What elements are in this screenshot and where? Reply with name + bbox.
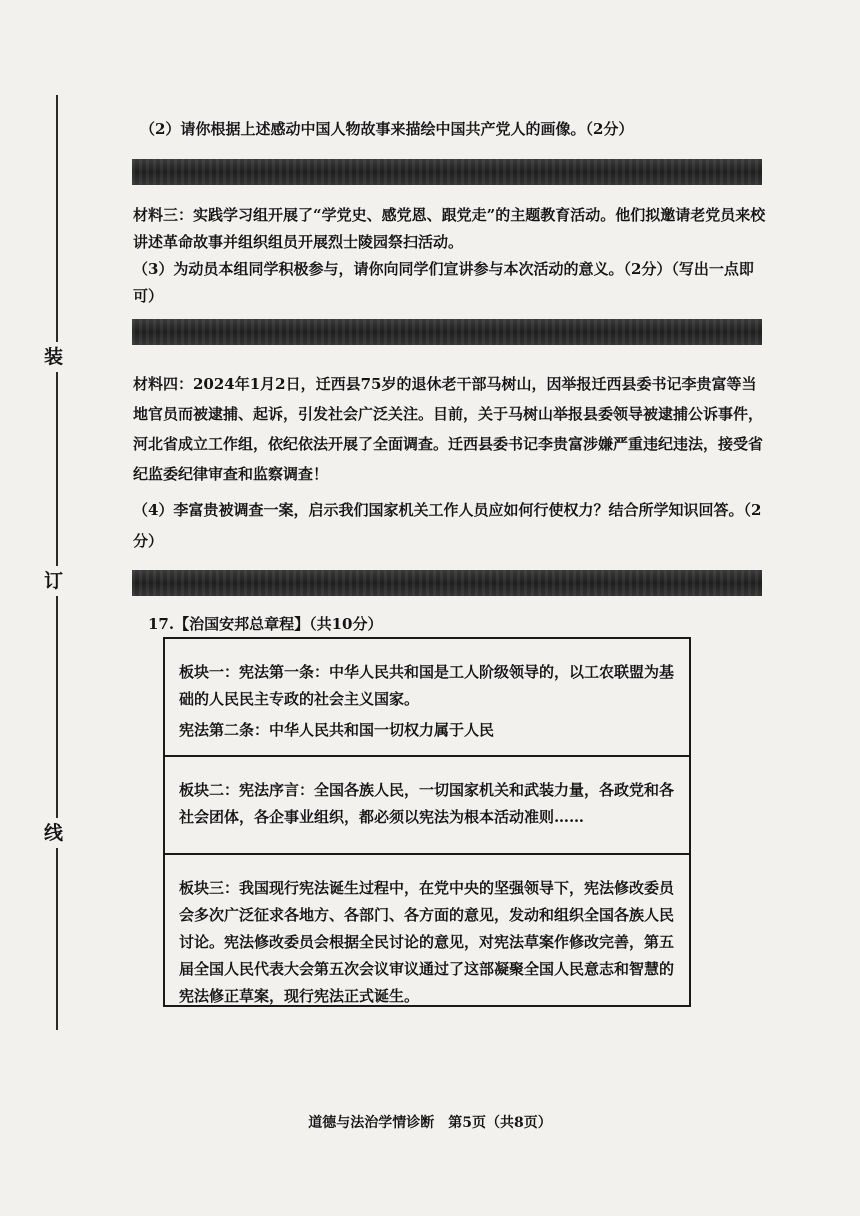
answer-area-4 [132,570,762,596]
panel-2 [165,757,689,855]
panel-3 [165,855,689,1010]
page-footer: 道德与法治学情诊断 第5页（共8页） [308,1115,552,1131]
binding-char-xian: 线 [44,818,63,848]
answer-area-2 [132,159,762,185]
material-4-text: 材料四：2024年1月2日，迁西县75岁的退休老干部马树山，因举报迁西县委书记李贵富等当地官员而被逮捕、起诉，引发社会广泛关注。目前，关于马树山举报县委领导被逮捕公诉事件，河北省成立工作组，依纪依法开展了全面调查。迁西县委书记李贵富涉嫌严重违纪违法，接受省纪监委纪律审查和监察调查！ [133,375,764,483]
panel-2-text: 板块二：宪法序言：全国各族人民，一切国家机关和武装力量，各政党和各社会团体，各企事业组织，都必须以宪法为根本活动准则…… [179,781,675,826]
answer-area-3 [132,319,762,345]
material-3-text: 材料三：实践学习组开展了“学党史、感党恩、跟党走”的主题教育活动。他们拟邀请老党员来校讲述革命故事并组织组员开展烈士陵园祭扫活动。 [133,206,766,251]
question-17-title: 17.【治国安邦总章程】（共10分） [148,615,383,633]
constitution-panels [163,637,691,1007]
binding-line [56,95,58,1030]
panel-3-text: 板块三：我国现行宪法诞生过程中，在党中央的坚强领导下，宪法修改委员会多次广泛征求各地方、各部门、各方面的意见，发动和组织全国各族人民讨论。宪法修改委员会根据全民讨论的意见，对宪法草案作修改完善，第五届全国人民代表大会第五次会议审议通过了这部凝聚全国人民意志和智慧的宪法修正草案，现行宪法正式诞生。 [179,879,675,1005]
binding-char-zhuang: 装 [44,342,63,372]
panel-1 [165,639,689,757]
question-3: （3）为动员本组同学积极参与，请你向同学们宣讲参与本次活动的意义。（2分）（写出一点即可） [133,260,754,305]
question-2: （2）请你根据上述感动中国人物故事来描绘中国共产党人的画像。（2分） [140,120,634,138]
binding-char-ding: 订 [44,566,63,596]
panel-1-article-1: 板块一：宪法第一条：中华人民共和国是工人阶级领导的，以工农联盟为基础的人民民主专政的社会主义国家。 [179,663,675,708]
panel-1-article-2: 宪法第二条：中华人民共和国一切权力属于人民 [179,721,495,739]
question-4: （4）李富贵被调查一案，启示我们国家机关工作人员应如何行使权力？结合所学知识回答。（2分） [133,501,762,550]
